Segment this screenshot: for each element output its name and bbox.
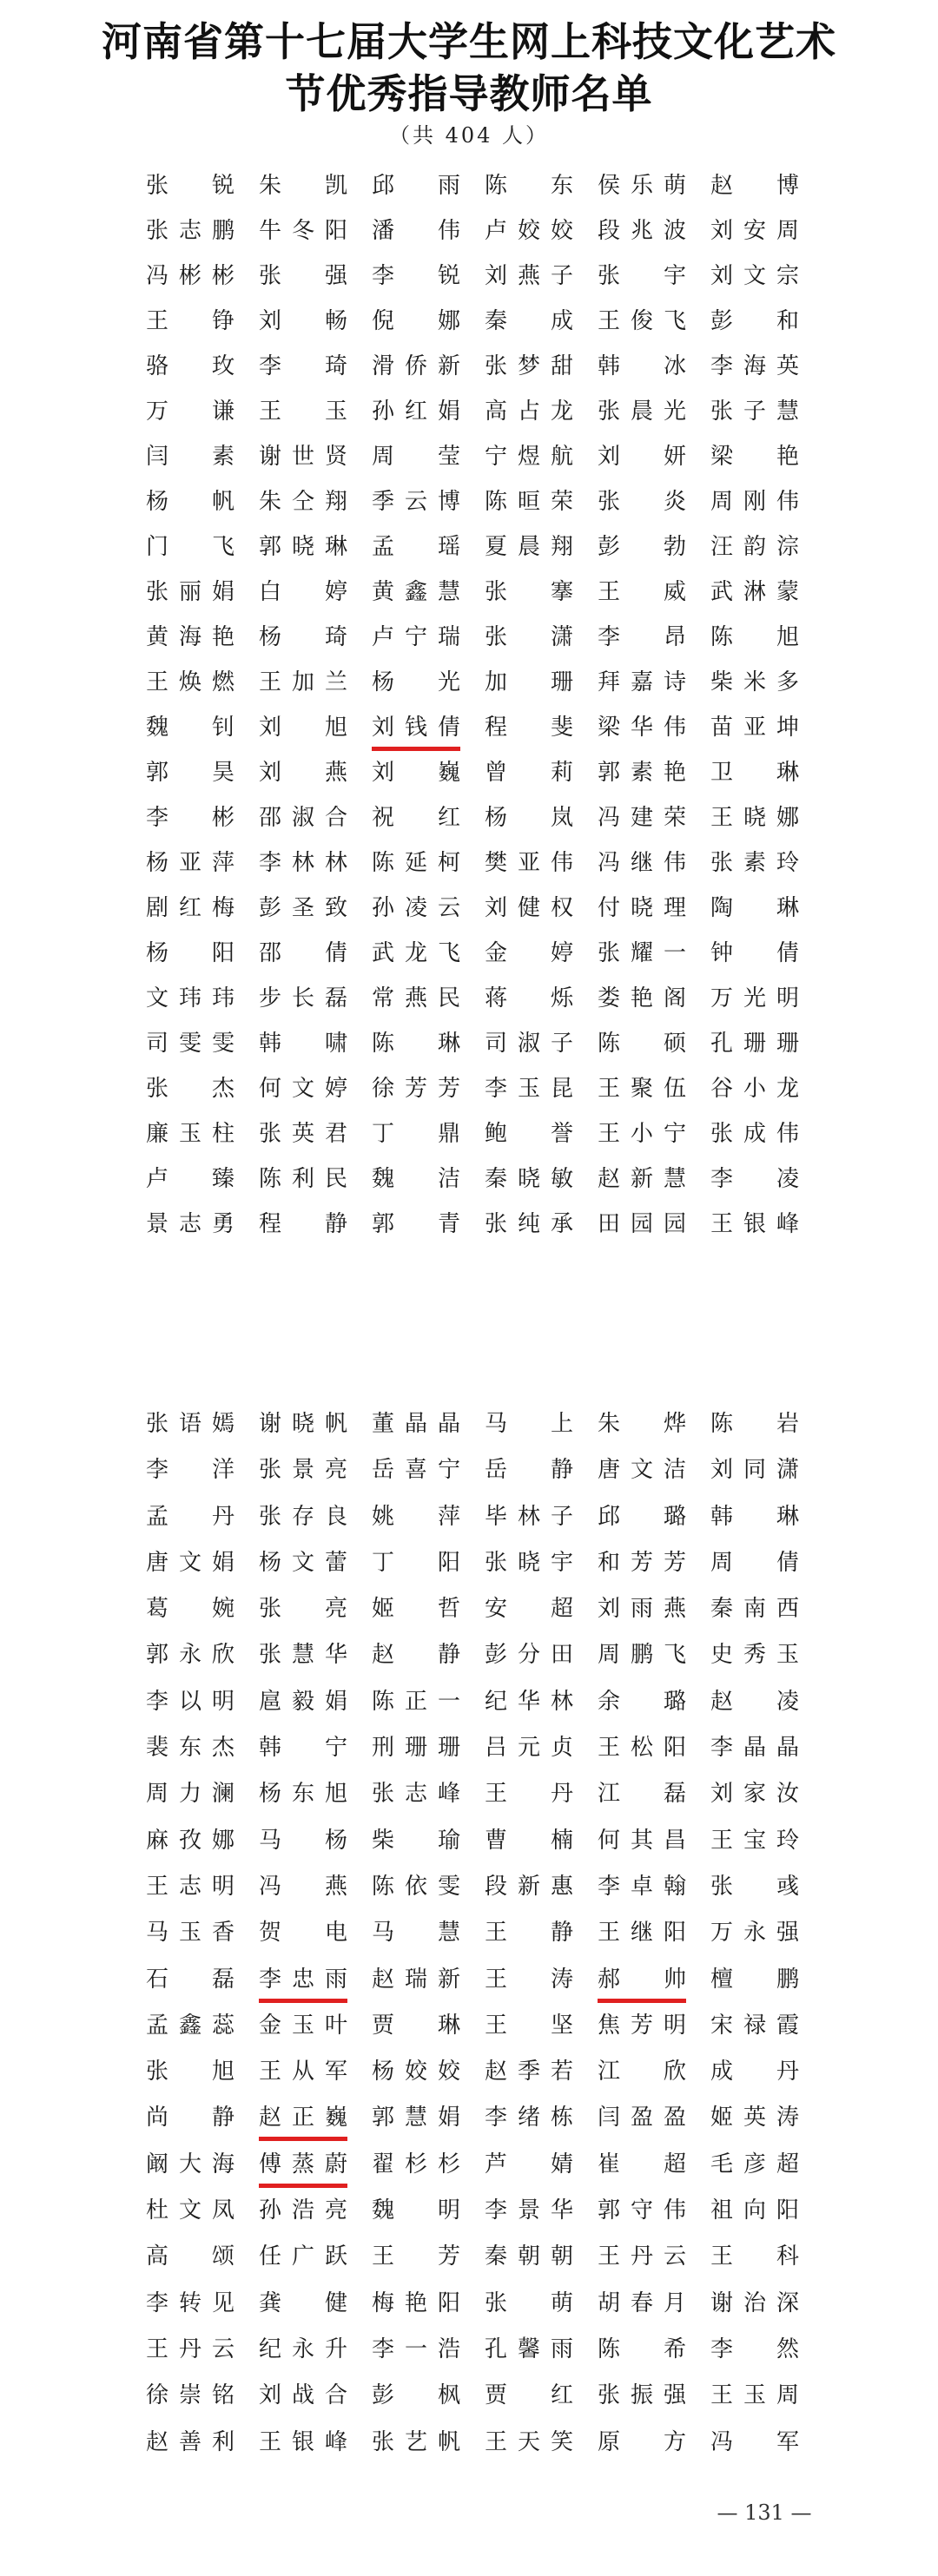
name-entry: 孟 丹	[146, 1503, 234, 1530]
name-entry: 韩 宁	[259, 1735, 347, 1762]
name-entry: 李玉昆	[485, 1076, 573, 1102]
name-entry: 王加兰	[259, 669, 347, 695]
name-entry-highlighted: 刘钱倩	[372, 708, 460, 751]
name-entry: 周鹏飞	[598, 1642, 686, 1669]
name-entry: 王俊飞	[598, 308, 686, 334]
name-entry: 孙浩亮	[259, 2197, 347, 2224]
name-entry-highlighted: 李忠雨	[259, 1960, 347, 2003]
name-entry: 周 倩	[710, 1549, 799, 1576]
name-entry: 高占龙	[485, 399, 573, 425]
name-entry: 杨东旭	[259, 1781, 347, 1808]
name-entry: 彭 勃	[598, 534, 686, 560]
name-entry-highlighted: 郝 帅	[598, 1960, 686, 2003]
name-entry: 李 昂	[598, 624, 686, 650]
name-entry: 杨 阳	[146, 940, 234, 966]
name-entry: 宋禄霞	[710, 2012, 799, 2039]
name-entry: 祖向阳	[710, 2197, 799, 2224]
name-entry: 刘战合	[259, 2382, 347, 2409]
name-entry: 魏 洁	[372, 1166, 460, 1192]
name-entry: 张志鹏	[146, 218, 234, 244]
name-entry: 王银峰	[259, 2428, 347, 2455]
name-entry: 季云博	[372, 489, 460, 515]
name-entry: 牛冬阳	[259, 218, 347, 244]
name-entry: 王 坚	[485, 2012, 573, 2039]
name-entry: 刘 旭	[259, 715, 347, 741]
name-entry: 张晨光	[598, 399, 686, 425]
name-entry: 张 锐	[146, 173, 234, 199]
name-entry: 张晓宇	[485, 1549, 573, 1576]
name-entry: 刘家汝	[710, 1781, 799, 1808]
name-entry: 白 婷	[259, 579, 347, 605]
name-entry: 万 谦	[146, 399, 234, 425]
name-entry: 张存良	[259, 1503, 347, 1530]
name-entry: 唐文娟	[146, 1549, 234, 1576]
name-entry: 张素玲	[710, 850, 799, 876]
name-entry-highlighted: 赵正巍	[259, 2098, 347, 2141]
name-entry: 王 芳	[372, 2243, 460, 2270]
name-entry: 陈 岩	[710, 1411, 799, 1437]
name-entry: 祝 红	[372, 805, 460, 831]
name-entry: 郭永欣	[146, 1642, 234, 1669]
name-entry: 陈晅荣	[485, 489, 573, 515]
name-entry: 闫 素	[146, 444, 234, 470]
name-entry: 马玉香	[146, 1920, 234, 1947]
name-entry: 邵 倩	[259, 940, 347, 966]
name-entry: 陈 琳	[372, 1031, 460, 1057]
name-entry: 卢 臻	[146, 1166, 234, 1192]
name-entry: 余 璐	[598, 1688, 686, 1715]
name-entry: 张梦甜	[485, 353, 573, 379]
name-entry: 李 琦	[259, 353, 347, 379]
name-entry: 谢世贤	[259, 444, 347, 470]
name-entry: 邵淑合	[259, 805, 347, 831]
name-entry: 杨 琦	[259, 624, 347, 650]
name-entry: 张 潇	[485, 624, 573, 650]
name-entry: 张 旭	[146, 2059, 234, 2085]
name-entry: 刘 妍	[598, 444, 686, 470]
name-entry: 韩 啸	[259, 1031, 347, 1057]
name-entry: 郭慧娟	[372, 2105, 460, 2131]
name-entry: 马 上	[485, 1411, 573, 1437]
name-entry: 黄鑫慧	[372, 579, 460, 605]
name-entry: 张子慧	[710, 399, 799, 425]
name-entry: 裴东杰	[146, 1735, 234, 1762]
name-entry: 岳喜宁	[372, 1457, 460, 1484]
name-entry: 赵 静	[372, 1642, 460, 1669]
name-entry: 胡春月	[598, 2289, 686, 2316]
name-entry: 孟鑫蕊	[146, 2012, 234, 2039]
name-entry: 金 婷	[485, 940, 573, 966]
name-entry: 姬 哲	[372, 1596, 460, 1623]
name-entry: 扈毅娟	[259, 1688, 347, 1715]
name-entry: 王 静	[485, 1920, 573, 1947]
name-entry: 潘 伟	[372, 218, 460, 244]
name-entry: 郭素艳	[598, 760, 686, 786]
name-entry: 金玉叶	[259, 2012, 347, 2039]
name-entry: 谷小龙	[710, 1076, 799, 1102]
name-entry: 赵善利	[146, 2428, 234, 2455]
name-entry: 王从军	[259, 2059, 347, 2085]
name-entry: 王 玉	[259, 399, 347, 425]
name-entry: 赵季若	[485, 2059, 573, 2085]
name-entry: 丁 鼎	[372, 1121, 460, 1147]
name-entry: 郭 昊	[146, 760, 234, 786]
name-entry: 李绪栋	[485, 2105, 573, 2131]
name-entry: 崔 超	[598, 2151, 686, 2177]
name-entry: 徐芳芳	[372, 1076, 460, 1102]
name-entry: 张丽娟	[146, 579, 234, 605]
name-entry: 赵瑞新	[372, 1966, 460, 1993]
name-entry: 步长磊	[259, 985, 347, 1011]
name-entry: 毕林子	[485, 1503, 573, 1530]
name-entry: 刘健权	[485, 895, 573, 921]
name-entry: 杨文蕾	[259, 1549, 347, 1576]
name-entry: 张景亮	[259, 1457, 347, 1484]
name-entry: 石 磊	[146, 1966, 234, 1993]
name-entry: 孙凌云	[372, 895, 460, 921]
name-entry: 彭分田	[485, 1642, 573, 1669]
name-entry: 贾 琳	[372, 2012, 460, 2039]
name-entry: 孔馨雨	[485, 2336, 573, 2362]
name-entry: 张纯承	[485, 1211, 573, 1237]
name-entry: 刘文宗	[710, 263, 799, 289]
name-entry: 鲍 誉	[485, 1121, 573, 1147]
name-entry: 常燕民	[372, 985, 460, 1011]
name-entry: 刘雨燕	[598, 1596, 686, 1623]
name-entry: 李 彬	[146, 805, 234, 831]
name-entry: 王银峰	[710, 1211, 799, 1237]
name-entry: 葛 婉	[146, 1596, 234, 1623]
name-entry: 段兆波	[598, 218, 686, 244]
name-list-section-1	[146, 167, 823, 1250]
name-entry: 闫盈盈	[598, 2105, 686, 2131]
name-entry: 冯 燕	[259, 1873, 347, 1900]
name-entry: 李 然	[710, 2336, 799, 2362]
name-entry: 拜嘉诗	[598, 669, 686, 695]
name-entry: 董晶晶	[372, 1411, 460, 1437]
name-entry: 滑侨新	[372, 353, 460, 379]
name-entry: 梅艳阳	[372, 2289, 460, 2316]
name-entry: 武龙飞	[372, 940, 460, 966]
name-entry: 阚大海	[146, 2151, 234, 2177]
name-entry: 龚 健	[259, 2289, 347, 2316]
name-entry: 杨 光	[372, 669, 460, 695]
name-entry: 钟 倩	[710, 940, 799, 966]
name-entry: 张 亮	[259, 1596, 347, 1623]
name-entry: 柴 瑜	[372, 1827, 460, 1854]
name-entry: 樊亚伟	[485, 850, 573, 876]
name-entry: 朱 凯	[259, 173, 347, 199]
name-entry: 宁煜航	[485, 444, 573, 470]
name-entry: 陈 希	[598, 2336, 686, 2362]
name-entry: 王 铮	[146, 308, 234, 334]
name-entry: 谢治深	[710, 2289, 799, 2316]
name-entry: 焦芳明	[598, 2012, 686, 2039]
name-entry: 冯继伟	[598, 850, 686, 876]
name-entry: 张 杰	[146, 1076, 234, 1102]
name-list-section-2	[146, 1405, 823, 2469]
name-entry: 纪华林	[485, 1688, 573, 1715]
name-entry: 和芳芳	[598, 1549, 686, 1576]
name-entry: 武淋蒙	[710, 579, 799, 605]
name-entry: 檀 鹏	[710, 1966, 799, 1993]
name-entry: 李林林	[259, 850, 347, 876]
name-entry: 司淑子	[485, 1031, 573, 1057]
name-entry: 杜文凤	[146, 2197, 234, 2224]
name-entry: 万光明	[710, 985, 799, 1011]
name-entry: 魏 钊	[146, 715, 234, 741]
name-entry: 刘燕子	[485, 263, 573, 289]
name-entry: 廉玉柱	[146, 1121, 234, 1147]
name-entry: 张振强	[598, 2382, 686, 2409]
name-entry: 王 科	[710, 2243, 799, 2270]
name-entry: 成 丹	[710, 2059, 799, 2085]
name-entry: 秦 成	[485, 308, 573, 334]
name-entry: 吕元贞	[485, 1735, 573, 1762]
name-entry: 刘 巍	[372, 760, 460, 786]
name-entry: 王继阳	[598, 1920, 686, 1947]
name-entry: 安 超	[485, 1596, 573, 1623]
name-entry: 丁 阳	[372, 1549, 460, 1576]
name-entry: 曹 楠	[485, 1827, 573, 1854]
name-entry: 骆 玫	[146, 353, 234, 379]
name-entry: 周力澜	[146, 1781, 234, 1808]
name-entry: 剧红梅	[146, 895, 234, 921]
name-entry: 李以明	[146, 1688, 234, 1715]
name-entry: 尚 静	[146, 2105, 234, 2131]
document-subtitle: （共 404 人）	[388, 123, 550, 148]
name-entry: 赵新慧	[598, 1166, 686, 1192]
name-entry: 郭晓琳	[259, 534, 347, 560]
name-entry: 秦南西	[710, 1596, 799, 1623]
name-entry: 高 颂	[146, 2243, 234, 2270]
name-entry: 陈 硕	[598, 1031, 686, 1057]
name-entry: 孙红娟	[372, 399, 460, 425]
name-entry: 刘安周	[710, 218, 799, 244]
name-entry: 彭 和	[710, 308, 799, 334]
name-entry: 周刚伟	[710, 489, 799, 515]
name-entry: 李转见	[146, 2289, 234, 2316]
name-entry: 江 磊	[598, 1781, 686, 1808]
name-entry: 加 珊	[485, 669, 573, 695]
name-entry: 段新惠	[485, 1873, 573, 1900]
name-entry: 梁 艳	[710, 444, 799, 470]
name-entry: 原 方	[598, 2428, 686, 2455]
name-entry: 魏 明	[372, 2197, 460, 2224]
document-title-line2: 节优秀指导教师名单	[285, 70, 653, 117]
name-entry: 王玉周	[710, 2382, 799, 2409]
name-entry: 岳 静	[485, 1457, 573, 1484]
name-entry: 张耀一	[598, 940, 686, 966]
name-entry: 李 凌	[710, 1166, 799, 1192]
name-entry: 陈依雯	[372, 1873, 460, 1900]
name-entry: 彭圣致	[259, 895, 347, 921]
name-entry: 王志明	[146, 1873, 234, 1900]
name-entry: 蒋 烁	[485, 985, 573, 1011]
name-entry: 秦朝朝	[485, 2243, 573, 2270]
name-entry: 冯建荣	[598, 805, 686, 831]
name-entry: 孟 瑶	[372, 534, 460, 560]
name-entry: 朱仝翔	[259, 489, 347, 515]
name-entry: 文玮玮	[146, 985, 234, 1011]
name-entry: 郭 青	[372, 1211, 460, 1237]
name-entry: 张成伟	[710, 1121, 799, 1147]
name-entry: 任广跃	[259, 2243, 347, 2270]
name-entry: 杨亚萍	[146, 850, 234, 876]
name-entry: 司雯雯	[146, 1031, 234, 1057]
name-entry: 王焕燃	[146, 669, 234, 695]
name-entry: 郭守伟	[598, 2197, 686, 2224]
name-entry: 芦 婧	[485, 2151, 573, 2177]
name-entry: 张 彧	[710, 1873, 799, 1900]
name-entry: 李 锐	[372, 263, 460, 289]
name-entry: 江 欣	[598, 2059, 686, 2085]
name-entry: 侯乐萌	[598, 173, 686, 199]
name-entry: 何文婷	[259, 1076, 347, 1102]
name-entry: 朱 烨	[598, 1411, 686, 1437]
name-entry: 杨姣姣	[372, 2059, 460, 2085]
name-entry: 张 萌	[485, 2289, 573, 2316]
name-entry: 陈利民	[259, 1166, 347, 1192]
name-entry: 王松阳	[598, 1735, 686, 1762]
name-entry: 李卓翰	[598, 1873, 686, 1900]
name-entry: 杨 岚	[485, 805, 573, 831]
name-entry: 张 宇	[598, 263, 686, 289]
name-entry: 曾 莉	[485, 760, 573, 786]
name-entry: 彭 枫	[372, 2382, 460, 2409]
name-entry: 卢宁瑞	[372, 624, 460, 650]
name-entry: 陈 东	[485, 173, 573, 199]
name-entry: 万永强	[710, 1920, 799, 1947]
name-entry: 黄海艳	[146, 624, 234, 650]
name-entry: 付晓理	[598, 895, 686, 921]
name-entry: 徐崇铭	[146, 2382, 234, 2409]
document-title-line1: 河南省第十七届大学生网上科技文化艺术	[102, 18, 836, 65]
name-entry: 贾 红	[485, 2382, 573, 2409]
name-entry: 毛彦超	[710, 2151, 799, 2177]
name-entry: 田园园	[598, 1211, 686, 1237]
name-entry: 汪韵淙	[710, 534, 799, 560]
name-entry: 张志峰	[372, 1781, 460, 1808]
name-entry: 马 杨	[259, 1827, 347, 1854]
name-entry: 唐文洁	[598, 1457, 686, 1484]
name-entry: 张慧华	[259, 1642, 347, 1669]
name-entry: 门 飞	[146, 534, 234, 560]
page-number: — 131 —	[717, 2500, 812, 2525]
name-entry: 柴米多	[710, 669, 799, 695]
name-entry: 谢晓帆	[259, 1411, 347, 1437]
name-entry: 卢姣姣	[485, 218, 573, 244]
name-entry: 刘 燕	[259, 760, 347, 786]
name-entry: 何其昌	[598, 1827, 686, 1854]
name-entry: 邱 璐	[598, 1503, 686, 1530]
name-entry: 邱 雨	[372, 173, 460, 199]
name-entry: 卫 琳	[710, 760, 799, 786]
name-entry: 纪永升	[259, 2336, 347, 2362]
name-entry: 景志勇	[146, 1211, 234, 1237]
name-entry: 周 莹	[372, 444, 460, 470]
name-entry: 王聚伍	[598, 1076, 686, 1102]
name-entry-highlighted: 傅蒸蔚	[259, 2145, 347, 2188]
name-entry: 王天笑	[485, 2428, 573, 2455]
name-entry: 刘同潇	[710, 1457, 799, 1484]
name-entry: 张语嫣	[146, 1411, 234, 1437]
name-entry: 韩 琳	[710, 1503, 799, 1530]
name-entry: 赵 博	[710, 173, 799, 199]
name-entry: 王丹云	[598, 2243, 686, 2270]
name-entry: 冯 军	[710, 2428, 799, 2455]
name-entry: 程 斐	[485, 715, 573, 741]
name-entry: 张英君	[259, 1121, 347, 1147]
name-entry: 王丹云	[146, 2336, 234, 2362]
name-entry: 王 丹	[485, 1781, 573, 1808]
name-entry: 陈延柯	[372, 850, 460, 876]
name-entry: 王宝玲	[710, 1827, 799, 1854]
name-entry: 刑珊珊	[372, 1735, 460, 1762]
name-entry: 王晓娜	[710, 805, 799, 831]
name-entry: 姬英涛	[710, 2105, 799, 2131]
name-entry: 刘 畅	[259, 308, 347, 334]
name-entry: 李一浩	[372, 2336, 460, 2362]
name-entry: 冯彬彬	[146, 263, 234, 289]
name-entry: 翟杉杉	[372, 2151, 460, 2177]
name-entry: 姚 萍	[372, 1503, 460, 1530]
name-entry: 王 威	[598, 579, 686, 605]
name-entry: 李景华	[485, 2197, 573, 2224]
name-entry: 王小宁	[598, 1121, 686, 1147]
name-entry: 陈 旭	[710, 624, 799, 650]
name-entry: 张 炎	[598, 489, 686, 515]
name-entry: 杨 帆	[146, 489, 234, 515]
name-entry: 苗亚坤	[710, 715, 799, 741]
name-entry: 张 强	[259, 263, 347, 289]
name-entry: 李 洋	[146, 1457, 234, 1484]
name-entry: 陶 琳	[710, 895, 799, 921]
name-entry: 史秀玉	[710, 1642, 799, 1669]
name-entry: 孔珊珊	[710, 1031, 799, 1057]
name-entry: 夏晨翔	[485, 534, 573, 560]
name-entry: 张 搴	[485, 579, 573, 605]
name-entry: 陈正一	[372, 1688, 460, 1715]
name-entry: 贺 电	[259, 1920, 347, 1947]
name-entry: 马 慧	[372, 1920, 460, 1947]
name-entry: 程 静	[259, 1211, 347, 1237]
name-entry: 娄艳阁	[598, 985, 686, 1011]
name-entry: 李海英	[710, 353, 799, 379]
name-entry: 李晶晶	[710, 1735, 799, 1762]
name-entry: 赵 凌	[710, 1688, 799, 1715]
name-entry: 麻孜娜	[146, 1827, 234, 1854]
name-entry: 倪 娜	[372, 308, 460, 334]
name-entry: 张艺帆	[372, 2428, 460, 2455]
name-entry: 韩 冰	[598, 353, 686, 379]
name-entry: 梁华伟	[598, 715, 686, 741]
name-entry: 秦晓敏	[485, 1166, 573, 1192]
name-entry: 王 涛	[485, 1966, 573, 1993]
